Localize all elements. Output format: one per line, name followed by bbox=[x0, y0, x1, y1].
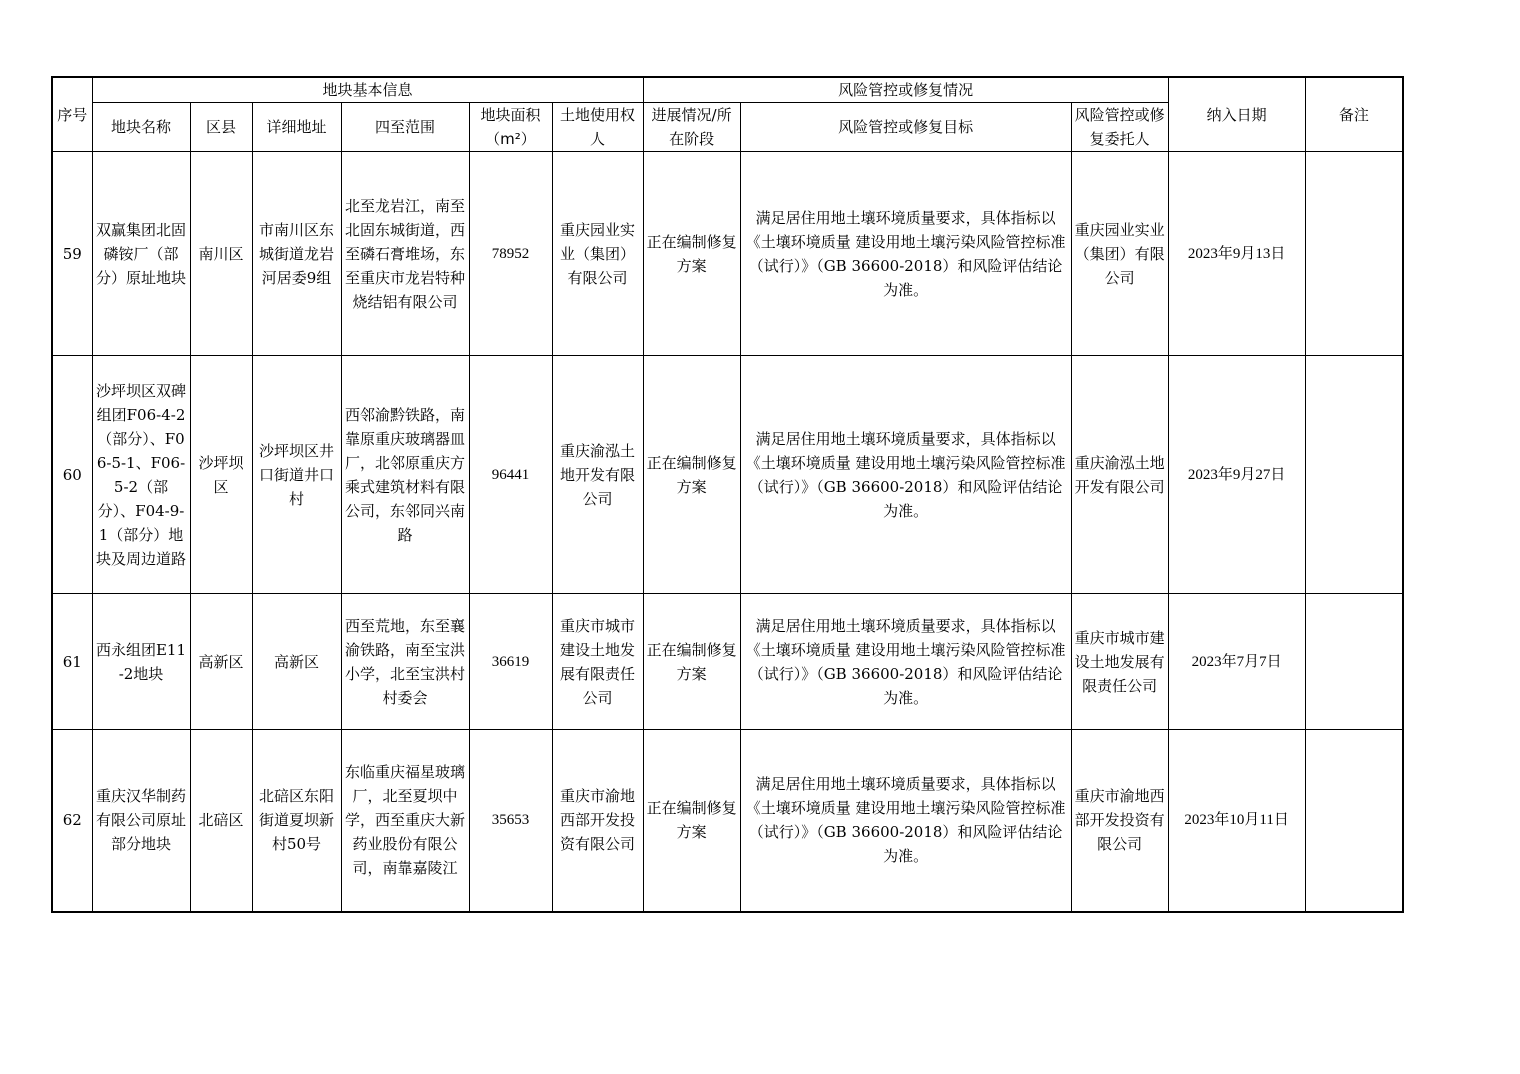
table-row bbox=[52, 594, 1403, 730]
header-goal: 风险管控或修复目标 bbox=[740, 103, 1071, 152]
cell-bounds: 西邻渝黔铁路，南靠原重庆玻璃器皿厂，北邻原重庆方乘式建筑材料有限公司，东邻同兴南路 bbox=[341, 356, 469, 594]
cell-seq: 60 bbox=[52, 356, 92, 594]
cell-area: 36619 bbox=[469, 594, 552, 730]
cell-bounds: 东临重庆福星玻璃厂，北至夏坝中学，西至重庆大新药业股份有限公司，南靠嘉陵江 bbox=[341, 730, 469, 912]
header-date: 纳入日期 bbox=[1168, 77, 1305, 152]
table-row bbox=[52, 356, 1403, 594]
cell-remark bbox=[1305, 594, 1403, 730]
cell-owner: 重庆园业实业（集团）有限公司 bbox=[552, 152, 643, 356]
header-address: 详细地址 bbox=[252, 103, 341, 152]
cell-client: 重庆渝泓土地开发有限公司 bbox=[1071, 356, 1168, 594]
cell-goal: 满足居住用地土壤环境质量要求，具体指标以《土壤环境质量 建设用地土壤污染风险管控标准（试行）》（GB 36600-2018）和风险评估结论为准。 bbox=[740, 152, 1071, 356]
cell-goal: 满足居住用地土壤环境质量要求，具体指标以《土壤环境质量 建设用地土壤污染风险管控标准（试行）》（GB 36600-2018）和风险评估结论为准。 bbox=[740, 730, 1071, 912]
table-row bbox=[52, 730, 1403, 912]
header-remark: 备注 bbox=[1305, 77, 1403, 152]
header-progress: 进展情况/所在阶段 bbox=[643, 103, 740, 152]
cell-progress: 正在编制修复方案 bbox=[643, 152, 740, 356]
table-row bbox=[52, 152, 1403, 356]
contaminated-site-table bbox=[51, 76, 1404, 913]
cell-date: 2023年7月7日 bbox=[1168, 594, 1305, 730]
header-owner: 土地使用权人 bbox=[552, 103, 643, 152]
cell-name: 双赢集团北固磷铵厂（部分）原址地块 bbox=[92, 152, 190, 356]
cell-name: 重庆汉华制药有限公司原址部分地块 bbox=[92, 730, 190, 912]
cell-address: 沙坪坝区井口街道井口村 bbox=[252, 356, 341, 594]
cell-remark bbox=[1305, 356, 1403, 594]
cell-district: 沙坪坝区 bbox=[190, 356, 252, 594]
cell-name: 沙坪坝区双碑组团F06-4-2（部分）、F06-5-1、F06-5-2（部分）、F04-9-1（部分）地块及周边道路 bbox=[92, 356, 190, 594]
cell-seq: 59 bbox=[52, 152, 92, 356]
header-client: 风险管控或修复委托人 bbox=[1071, 103, 1168, 152]
cell-seq: 61 bbox=[52, 594, 92, 730]
cell-owner: 重庆市城市建设土地发展有限责任公司 bbox=[552, 594, 643, 730]
cell-seq: 62 bbox=[52, 730, 92, 912]
cell-goal: 满足居住用地土壤环境质量要求，具体指标以《土壤环境质量 建设用地土壤污染风险管控标准（试行）》（GB 36600-2018）和风险评估结论为准。 bbox=[740, 594, 1071, 730]
header-bounds: 四至范围 bbox=[341, 103, 469, 152]
header-area: 地块面积（m²） bbox=[469, 103, 552, 152]
cell-bounds: 西至荒地，东至襄渝铁路，南至宝洪小学，北至宝洪村村委会 bbox=[341, 594, 469, 730]
cell-progress: 正在编制修复方案 bbox=[643, 594, 740, 730]
cell-progress: 正在编制修复方案 bbox=[643, 356, 740, 594]
header-group-basic: 地块基本信息 bbox=[92, 77, 643, 103]
header-seq: 序号 bbox=[52, 77, 92, 152]
cell-address: 高新区 bbox=[252, 594, 341, 730]
cell-address: 北碚区东阳街道夏坝新村50号 bbox=[252, 730, 341, 912]
cell-bounds: 北至龙岩江，南至北固东城街道，西至磷石膏堆场，东至重庆市龙岩特种烧结铝有限公司 bbox=[341, 152, 469, 356]
cell-date: 2023年10月11日 bbox=[1168, 730, 1305, 912]
header-district: 区县 bbox=[190, 103, 252, 152]
cell-goal: 满足居住用地土壤环境质量要求，具体指标以《土壤环境质量 建设用地土壤污染风险管控标准（试行）》（GB 36600-2018）和风险评估结论为准。 bbox=[740, 356, 1071, 594]
cell-owner: 重庆渝泓土地开发有限公司 bbox=[552, 356, 643, 594]
cell-client: 重庆市城市建设土地发展有限责任公司 bbox=[1071, 594, 1168, 730]
cell-client: 重庆园业实业（集团）有限公司 bbox=[1071, 152, 1168, 356]
cell-area: 96441 bbox=[469, 356, 552, 594]
cell-remark bbox=[1305, 152, 1403, 356]
cell-owner: 重庆市渝地西部开发投资有限公司 bbox=[552, 730, 643, 912]
cell-remark bbox=[1305, 730, 1403, 912]
cell-area: 35653 bbox=[469, 730, 552, 912]
header-group-risk: 风险管控或修复情况 bbox=[643, 77, 1168, 103]
header-name: 地块名称 bbox=[92, 103, 190, 152]
cell-client: 重庆市渝地西部开发投资有限公司 bbox=[1071, 730, 1168, 912]
cell-date: 2023年9月27日 bbox=[1168, 356, 1305, 594]
cell-district: 北碚区 bbox=[190, 730, 252, 912]
cell-address: 市南川区东城街道龙岩河居委9组 bbox=[252, 152, 341, 356]
cell-district: 高新区 bbox=[190, 594, 252, 730]
cell-name: 西永组团E11-2地块 bbox=[92, 594, 190, 730]
cell-district: 南川区 bbox=[190, 152, 252, 356]
cell-area: 78952 bbox=[469, 152, 552, 356]
cell-progress: 正在编制修复方案 bbox=[643, 730, 740, 912]
cell-date: 2023年9月13日 bbox=[1168, 152, 1305, 356]
